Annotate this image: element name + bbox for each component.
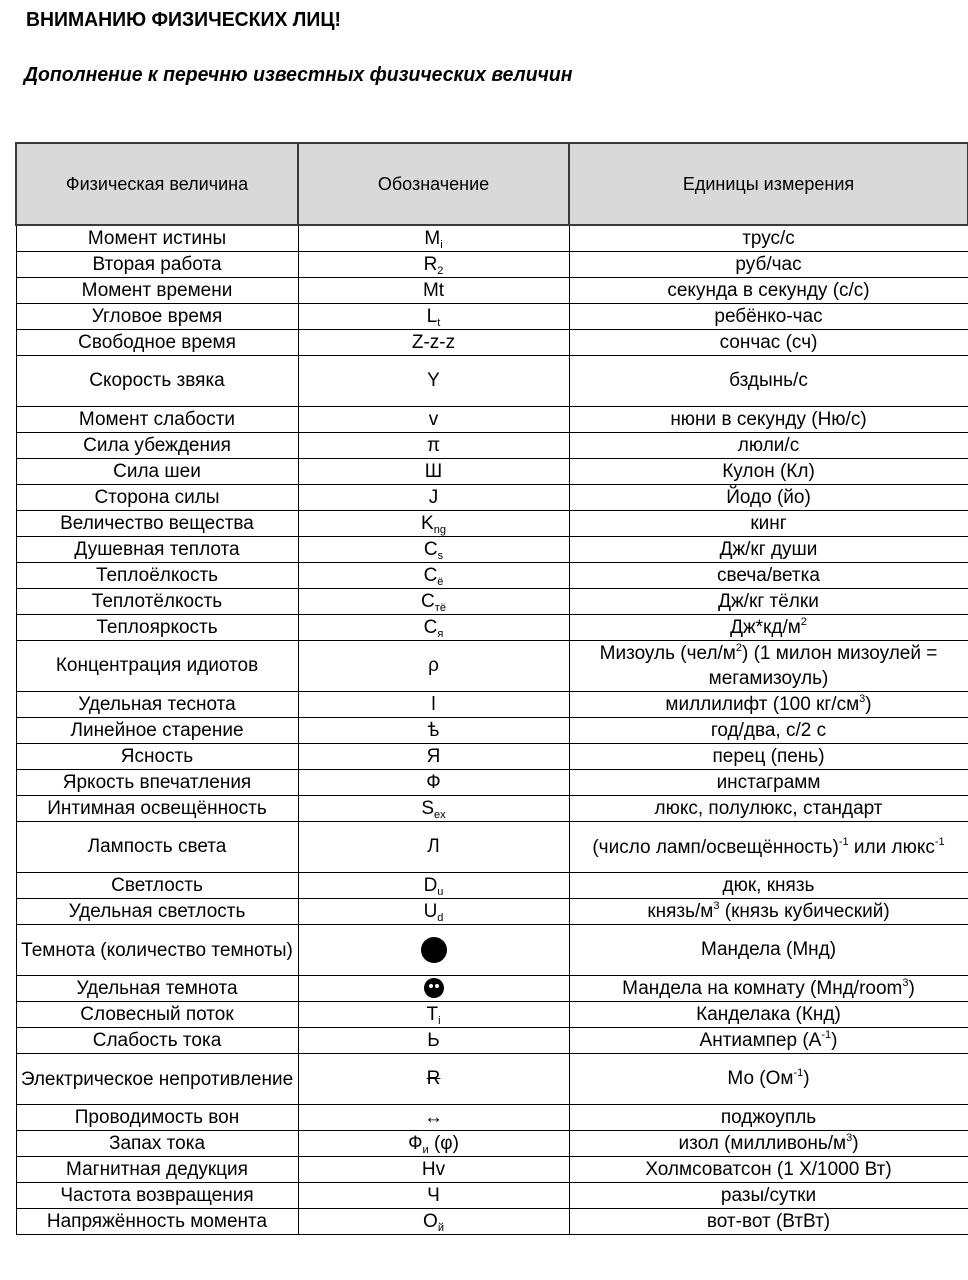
units-cell <box>569 641 968 692</box>
symbol: Ь <box>427 1029 440 1051</box>
units-cell <box>569 692 968 718</box>
symbol-cell <box>298 976 569 1002</box>
unit-text: Мо (Ом <box>727 1068 794 1089</box>
symbol-cell <box>298 718 569 744</box>
quantity-name: Частота возвращения <box>60 1184 254 1206</box>
table-row <box>16 459 968 485</box>
quantity-name: Ясность <box>120 745 194 767</box>
units-cell <box>569 433 968 459</box>
symbol: ѣ <box>427 719 440 741</box>
unit-text: Йодо (йо) <box>726 486 811 508</box>
symbol: π <box>426 434 441 456</box>
units-cell <box>569 537 968 563</box>
unit-text: вот-вот (ВтВт) <box>706 1210 831 1232</box>
unit-superscript: 2 <box>735 642 742 654</box>
quantity-name-cell <box>16 718 298 744</box>
quantity-name-cell <box>16 356 298 407</box>
quantity-name-cell <box>16 796 298 822</box>
table-row <box>16 278 968 304</box>
unit-text: князь/м <box>647 900 714 922</box>
units-cell <box>569 252 968 278</box>
unit-text: разы/сутки <box>720 1184 817 1206</box>
quantity-name: Вторая работа <box>92 253 222 275</box>
symbol-tail: (φ) <box>428 1132 459 1154</box>
quantity-name: Проводимость вон <box>74 1106 240 1128</box>
unit-tail: ) <box>831 1029 838 1051</box>
header-symbol: Обозначение <box>298 143 569 225</box>
unit-text: Дж/кг души <box>719 538 818 560</box>
unit-superscript: 2 <box>800 615 807 628</box>
table-row <box>16 225 968 252</box>
symbol: l <box>431 693 436 715</box>
symbol: U <box>423 900 438 922</box>
table-row <box>16 537 968 563</box>
symbol-cell <box>298 589 569 615</box>
table-row <box>16 252 968 278</box>
symbol-subscript: i <box>440 238 443 251</box>
table-row <box>16 563 968 589</box>
symbol-cell <box>298 252 569 278</box>
unit-text: ребёнко-час <box>714 305 823 327</box>
unit-text: Мандела (Мнд) <box>700 939 837 960</box>
symbol-cell <box>298 537 569 563</box>
quantity-name: Темнота (количество темноты) <box>21 939 293 961</box>
table-row <box>16 1157 968 1183</box>
symbol-cell <box>298 770 569 796</box>
unit-text: Кулон (Кл) <box>722 460 815 482</box>
quantity-name: Слабость тока <box>92 1029 222 1051</box>
filled-circle-icon <box>421 937 447 963</box>
symbol-cell <box>298 278 569 304</box>
quantity-name: Теплотёлкость <box>91 590 223 612</box>
unit-text: Дж/кг тёлки <box>718 590 819 612</box>
quantity-name-cell <box>16 641 298 692</box>
units-cell <box>569 407 968 433</box>
symbol: L <box>426 305 438 327</box>
unit-tail: или люкс <box>848 836 935 858</box>
symbol-subscript: u <box>437 885 444 898</box>
quantity-name: Теплояркость <box>96 616 218 638</box>
unit-tail: ) <box>852 1132 859 1154</box>
units-cell <box>569 225 968 252</box>
quantity-name: Лампость света <box>87 836 227 857</box>
units-cell <box>569 485 968 511</box>
quantity-name-cell <box>16 433 298 459</box>
symbol-cell <box>298 873 569 899</box>
quantity-name: Напряжённость момента <box>46 1210 268 1232</box>
quantity-name-cell <box>16 873 298 899</box>
symbol-subscript: ng <box>433 523 446 536</box>
table-row <box>16 1105 968 1131</box>
symbol: Ф <box>426 771 441 793</box>
units-cell <box>569 330 968 356</box>
quantity-name: Сторона силы <box>94 486 220 508</box>
symbol: Y <box>427 370 440 391</box>
symbol-subscript: и <box>422 1143 429 1156</box>
unit-text: Дж*кд/м <box>730 616 801 638</box>
symbol-subscript: я <box>437 627 444 640</box>
unit-text: люли/с <box>737 434 800 456</box>
unit-text: сончас (сч) <box>719 331 818 353</box>
symbol: Ф <box>408 1132 423 1154</box>
unit-superscript: -1 <box>793 1067 804 1079</box>
units-cell <box>569 1105 968 1131</box>
table-row <box>16 641 968 692</box>
quantity-name-cell <box>16 615 298 641</box>
symbol: K <box>421 512 434 534</box>
unit-text: люкс, полулюкс, стандарт <box>654 797 883 819</box>
unit-text: секунда в секунду (с/с) <box>667 279 870 301</box>
unit-text: нюни в секунду (Ню/с) <box>670 408 867 430</box>
table-row <box>16 511 968 537</box>
quantity-name: Момент истины <box>87 227 227 249</box>
table-row <box>16 976 968 1002</box>
table-row <box>16 873 968 899</box>
symbol-cell <box>298 485 569 511</box>
symbol-cell <box>298 1157 569 1183</box>
table-row <box>16 1209 968 1235</box>
units-cell <box>569 744 968 770</box>
quantity-name: Линейное старение <box>70 719 244 741</box>
unit-text: год/два, с/2 с <box>710 719 827 741</box>
quantity-name: Запах тока <box>108 1132 206 1154</box>
table-row <box>16 1002 968 1028</box>
symbol: v <box>428 408 439 430</box>
symbol: Л <box>427 836 440 857</box>
symbol-cell <box>298 511 569 537</box>
table-row <box>16 770 968 796</box>
units-cell <box>569 563 968 589</box>
symbol-cell <box>298 407 569 433</box>
units-cell <box>569 1028 968 1054</box>
symbol: T <box>426 1003 439 1025</box>
quantity-name-cell <box>16 1054 298 1105</box>
quantity-name: Удельная темнота <box>76 977 238 999</box>
page-title: ВНИМАНИЮ ФИЗИЧЕСКИХ ЛИЦ! <box>26 9 341 31</box>
symbol-subscript: t <box>437 316 441 329</box>
page-subtitle: Дополнение к перечню известных физических величин <box>24 64 573 86</box>
quantity-name-cell <box>16 692 298 718</box>
symbol-cell <box>298 1002 569 1028</box>
units-cell <box>569 1002 968 1028</box>
unit-text: дюк, князь <box>722 874 815 896</box>
physical-quantities-table <box>15 142 968 1235</box>
units-cell <box>569 925 968 976</box>
quantity-name: Сила убеждения <box>83 434 231 456</box>
face-circle-icon <box>424 978 444 998</box>
symbol: Я <box>426 745 441 767</box>
quantity-name: Яркость впечатления <box>62 771 252 793</box>
units-cell <box>569 278 968 304</box>
quantity-name-cell <box>16 744 298 770</box>
header-quantity: Физическая величина <box>16 143 298 225</box>
unit-superscript: 3 <box>902 976 909 989</box>
quantity-name-cell <box>16 1209 298 1235</box>
table-row <box>16 822 968 873</box>
unit-tail: ) <box>803 1068 810 1089</box>
symbol: D <box>423 874 438 896</box>
unit-tail: (князь кубический) <box>719 900 890 922</box>
unit-text: Антиампер (А <box>699 1029 822 1051</box>
quantity-name-cell <box>16 511 298 537</box>
quantity-name: Свободное время <box>78 331 236 353</box>
symbol-cell <box>298 744 569 770</box>
table-row <box>16 1131 968 1157</box>
symbol-cell <box>298 615 569 641</box>
symbol: R <box>426 1068 441 1089</box>
units-cell <box>569 459 968 485</box>
symbol-cell <box>298 563 569 589</box>
quantity-name: Магнитная дедукция <box>66 1158 248 1180</box>
unit-text: бздынь/с <box>729 370 808 391</box>
quantity-name-cell <box>16 330 298 356</box>
units-cell <box>569 511 968 537</box>
quantity-name: Концентрация идиотов <box>55 655 259 676</box>
symbol: ρ <box>428 655 439 676</box>
quantity-name: Момент слабости <box>78 408 236 430</box>
units-cell <box>569 873 968 899</box>
unit-text: миллилифт (100 кг/см <box>665 693 860 715</box>
unit-superscript: -1 <box>838 835 849 848</box>
quantity-name-cell <box>16 563 298 589</box>
symbol-subscript: d <box>437 911 444 924</box>
symbol: M <box>424 227 441 249</box>
unit-superscript: -1 <box>934 835 945 848</box>
quantity-name-cell <box>16 1105 298 1131</box>
table-row <box>16 589 968 615</box>
units-cell <box>569 718 968 744</box>
quantity-name-cell <box>16 976 298 1002</box>
quantity-name: Светлость <box>111 874 203 896</box>
quantity-name-cell <box>16 252 298 278</box>
unit-text: свеча/ветка <box>717 564 820 586</box>
symbol: Ш <box>424 460 443 482</box>
quantity-name: Скорость звяка <box>89 370 225 391</box>
quantity-name-cell <box>16 1131 298 1157</box>
symbol-cell <box>298 225 569 252</box>
unit-text: Мизоуль (чел/м <box>599 643 736 664</box>
quantity-name-cell <box>16 925 298 976</box>
symbol-cell <box>298 1054 569 1105</box>
symbol-cell <box>298 1105 569 1131</box>
units-cell <box>569 899 968 925</box>
quantity-name: Электрическое непротивление <box>20 1068 294 1090</box>
unit-tail: ) <box>865 693 872 715</box>
quantity-name-cell <box>16 225 298 252</box>
table-row <box>16 718 968 744</box>
units-cell <box>569 770 968 796</box>
quantity-name-cell <box>16 407 298 433</box>
symbol: ↔ <box>424 1106 443 1128</box>
unit-text: руб/час <box>735 253 802 275</box>
symbol: S <box>421 797 435 819</box>
symbol-cell <box>298 1209 569 1235</box>
symbol-cell <box>298 356 569 407</box>
quantity-name: Угловое время <box>91 305 223 327</box>
symbol-cell <box>298 1028 569 1054</box>
table-row <box>16 925 968 976</box>
quantity-name-cell <box>16 1183 298 1209</box>
symbol-cell <box>298 899 569 925</box>
units-cell <box>569 589 968 615</box>
symbol-subscript: тё <box>434 601 446 614</box>
table-row <box>16 304 968 330</box>
units-cell <box>569 796 968 822</box>
table-row <box>16 615 968 641</box>
symbol-cell <box>298 641 569 692</box>
symbol-cell <box>298 433 569 459</box>
unit-text: Холмсоватсон (1 Х/1000 Вт) <box>645 1158 892 1180</box>
symbol: O <box>423 1210 438 1232</box>
symbol: J <box>428 486 439 508</box>
quantity-name-cell <box>16 278 298 304</box>
symbol: Mt <box>422 279 445 301</box>
table-row <box>16 744 968 770</box>
symbol-cell <box>298 330 569 356</box>
unit-superscript: 3 <box>859 692 866 705</box>
symbol-subscript: i <box>438 1014 441 1027</box>
unit-text: кинг <box>750 512 787 534</box>
quantity-name: Момент времени <box>81 279 233 301</box>
unit-text: Канделака (Кнд) <box>696 1003 841 1025</box>
quantity-name: Словесный поток <box>80 1003 234 1025</box>
quantity-name: Удельная светлость <box>68 900 246 922</box>
unit-superscript: 3 <box>713 899 720 912</box>
quantity-name: Душевная теплота <box>74 538 240 560</box>
symbol-cell <box>298 459 569 485</box>
symbol: C <box>423 616 438 638</box>
symbol-cell <box>298 925 569 976</box>
unit-text: поджоупль <box>720 1106 817 1128</box>
units-cell <box>569 615 968 641</box>
quantity-name-cell <box>16 1002 298 1028</box>
units-cell <box>569 1157 968 1183</box>
units-cell <box>569 304 968 330</box>
quantity-name-cell <box>16 485 298 511</box>
units-cell <box>569 1054 968 1105</box>
quantity-name: Сила шеи <box>113 460 201 482</box>
unit-text: инстаграмм <box>716 771 821 793</box>
symbol-subscript: ex <box>434 808 446 821</box>
symbol: C <box>421 590 435 612</box>
quantity-name-cell <box>16 1157 298 1183</box>
unit-text: изол (милливонь/м <box>678 1132 847 1154</box>
quantity-name-cell <box>16 822 298 873</box>
units-cell <box>569 1183 968 1209</box>
unit-text: Мандела на комнату (Мнд/room <box>622 977 903 999</box>
unit-text: (число ламп/освещённость) <box>592 836 839 858</box>
symbol-cell <box>298 822 569 873</box>
table-header-row <box>16 143 968 225</box>
symbol: R <box>423 253 438 275</box>
symbol-subscript: й <box>437 1221 444 1234</box>
unit-text: перец (пень) <box>712 745 825 767</box>
unit-tail: ) <box>908 977 915 999</box>
table-row <box>16 433 968 459</box>
units-cell <box>569 822 968 873</box>
quantity-name-cell <box>16 459 298 485</box>
symbol-subscript: ё <box>437 575 444 588</box>
units-cell <box>569 976 968 1002</box>
symbol-subscript: 2 <box>437 264 444 277</box>
quantity-name: Величество вещества <box>60 512 254 534</box>
quantity-name-cell <box>16 589 298 615</box>
unit-superscript: -1 <box>821 1028 832 1041</box>
table-row <box>16 692 968 718</box>
symbol: C <box>423 564 438 586</box>
symbol-cell <box>298 796 569 822</box>
quantity-name: Удельная теснота <box>78 693 236 715</box>
units-cell <box>569 1209 968 1235</box>
symbol-subscript: s <box>437 549 444 562</box>
quantity-name-cell <box>16 304 298 330</box>
symbol-cell <box>298 692 569 718</box>
quantity-name-cell <box>16 537 298 563</box>
symbol: Ч <box>427 1184 440 1206</box>
table-row <box>16 356 968 407</box>
units-cell <box>569 356 968 407</box>
units-cell <box>569 1131 968 1157</box>
quantity-name-cell <box>16 1028 298 1054</box>
table-row <box>16 1028 968 1054</box>
table-row <box>16 1054 968 1105</box>
symbol-cell <box>298 1183 569 1209</box>
header-units: Единицы измерения <box>569 143 968 225</box>
unit-tail: ) (1 милон мизоулей = мегамизоуль) <box>708 643 938 689</box>
table-row <box>16 1183 968 1209</box>
symbol: Z-z-z <box>411 331 456 353</box>
quantity-name: Теплоёлкость <box>95 564 219 586</box>
symbol: Hv <box>421 1158 446 1180</box>
symbol: C <box>423 538 438 560</box>
symbol-cell <box>298 304 569 330</box>
table-row <box>16 485 968 511</box>
table-row <box>16 330 968 356</box>
table-row <box>16 899 968 925</box>
unit-superscript: 3 <box>846 1131 853 1144</box>
quantity-name: Интимная освещённость <box>47 797 267 819</box>
table-row <box>16 407 968 433</box>
table-row <box>16 796 968 822</box>
quantity-name-cell <box>16 899 298 925</box>
symbol-cell <box>298 1131 569 1157</box>
unit-text: трус/с <box>742 227 795 249</box>
quantity-name-cell <box>16 770 298 796</box>
